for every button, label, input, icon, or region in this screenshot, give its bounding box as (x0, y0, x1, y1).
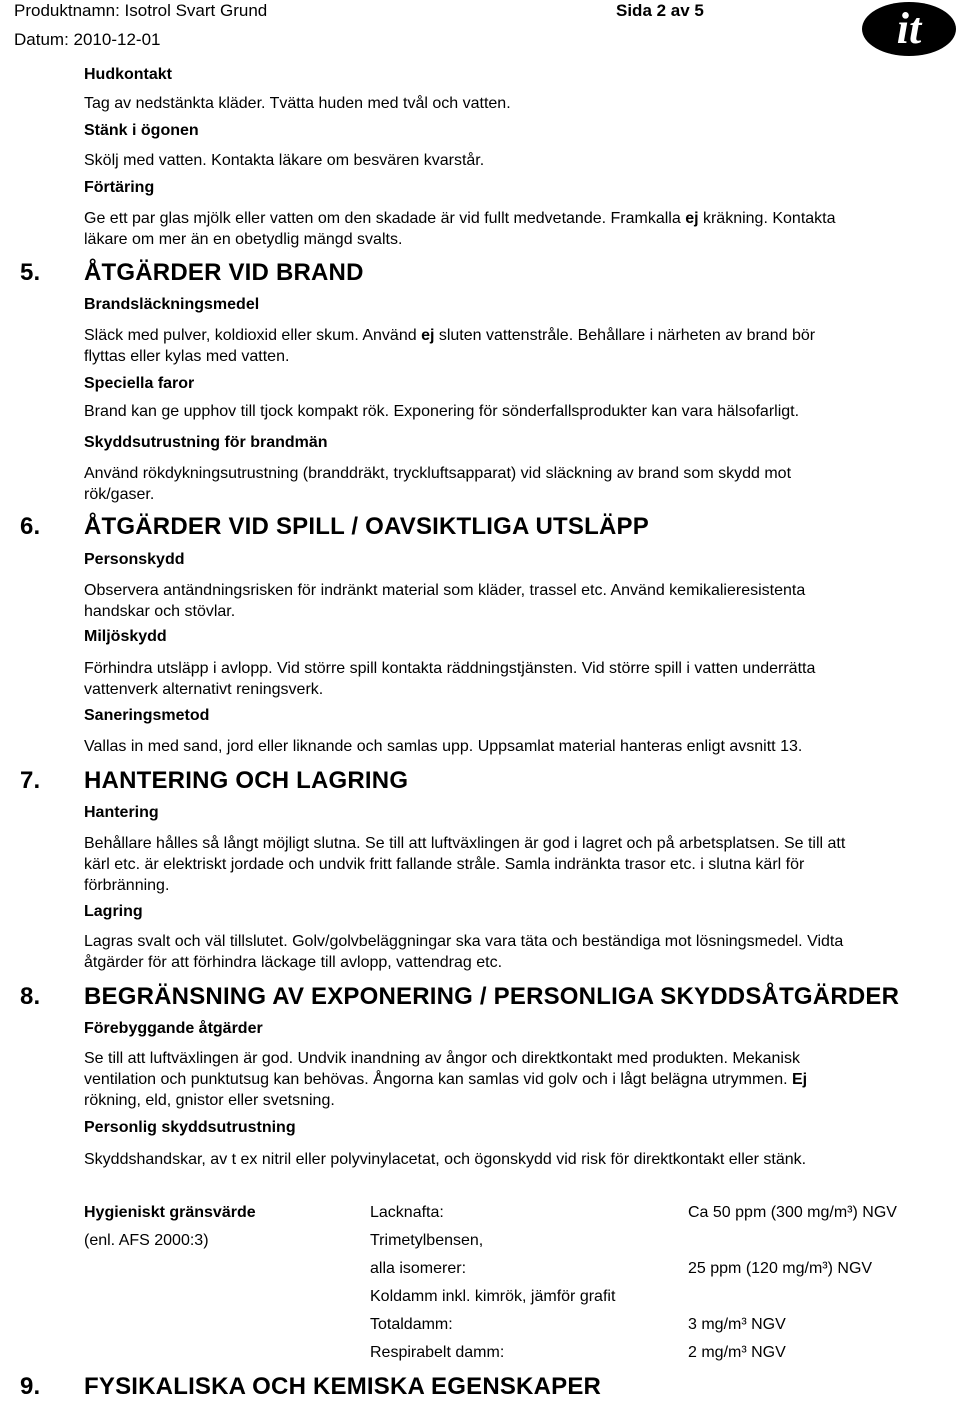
subheading-preventive-measures: Förebyggande åtgärder (84, 1020, 263, 1037)
limit-substance: alla isomerer: (370, 1260, 467, 1277)
product-name: Produktnamn: Isotrol Svart Grund (14, 1, 268, 20)
document-date: Datum: 2010-12-01 (14, 30, 161, 49)
page-header (0, 0, 960, 60)
subheading-special-hazards: Speciella faror (84, 375, 195, 392)
text-personal-protection: Observera antändningsrisken för indränkt material som kläder, trassel etc. Använd kemikalieresistenta handskar och stövlar. (84, 582, 806, 620)
subheading-storage: Lagring (84, 903, 143, 920)
limit-substance: Respirabelt damm: (370, 1344, 505, 1361)
text-firefighter-ppe: Använd rökdykningsutrustning (branddräkt, tryckluftsapparat) vid släckning av brand som skydd mot rök/gaser. (84, 465, 792, 503)
subheading-personal-ppe: Personlig skyddsutrustning (84, 1119, 296, 1136)
subheading-eye-contact: Stänk i ögonen (84, 122, 199, 139)
limits-label-note: (enl. AFS 2000:3) (84, 1232, 209, 1249)
text-skin-contact: Tag av nedstänkta kläder. Tvätta huden med tvål och vatten. (84, 95, 511, 112)
limit-value: 3 mg/m³ NGV (688, 1316, 786, 1333)
limits-label: Hygieniskt gränsvärde (84, 1204, 256, 1221)
text-personal-ppe: Skyddshandskar, av t ex nitril eller polyvinylacetat, och ögonskydd vid risk för direktkontakt eller stänk. (84, 1151, 807, 1168)
text-preventive-measures: Se till att luftväxlingen är god. Undvik inandning av ångor och direktkontakt med produkten. Mekanisk ventilation och punktutsug kan behövas. Ångorna kan samlas vid golv och i lågt belägna utrymmen. Ej rökning, eld, gnistor eller svetsning. (84, 1050, 808, 1109)
limit-value: 2 mg/m³ NGV (688, 1344, 786, 1361)
subheading-ingestion: Förtäring (84, 179, 155, 196)
text-environmental: Förhindra utsläpp i avlopp. Vid större spill kontakta räddningstjänsten. Vid större spill i vatten underrätta vattenverk alternativt reningsverk. (84, 660, 816, 698)
text-ingestion: Ge ett par glas mjölk eller vatten om den skadade är vid fullt medvetande. Framkalla ej kräkning. Kontakta läkare om mer än en obetydlig mängd svalts. (84, 210, 836, 248)
text-extinguishing-media: Släck med pulver, koldioxid eller skum. Använd ej sluten vattenstråle. Behållare i närheten av brand bör flyttas eller kylas med vatten. (84, 327, 816, 365)
section-6-heading: 6. ÅTGÄRDER VID SPILL / OAVSIKTLIGA UTSLÄPP (20, 513, 649, 540)
text-storage: Lagras svalt och väl tillslutet. Golv/golvbeläggningar ska vara täta och beständiga mot lösningsmedel. Vidta åtgärder för att förhindra läckage till avlopp, vattendrag etc. (84, 933, 844, 971)
subheading-extinguishing-media: Brandsläckningsmedel (84, 296, 260, 313)
subheading-personal-protection: Personskydd (84, 551, 185, 568)
logo-text: it (896, 4, 922, 53)
limit-value: Ca 50 ppm (300 mg/m³) NGV (688, 1204, 897, 1221)
subheading-skin-contact: Hudkontakt (84, 66, 172, 83)
limit-substance: Lacknafta: (370, 1204, 444, 1221)
subheading-cleanup: Saneringsmetod (84, 707, 210, 724)
limit-substance: Totaldamm: (370, 1316, 453, 1333)
limit-substance: Koldamm inkl. kimrök, jämför grafit (370, 1288, 616, 1305)
text-eye-contact: Skölj med vatten. Kontakta läkare om besvären kvarstår. (84, 152, 485, 169)
section-9-heading: 9. FYSIKALISKA OCH KEMISKA EGENSKAPER (20, 1373, 602, 1400)
limit-value: 25 ppm (120 mg/m³) NGV (688, 1260, 873, 1277)
company-logo-icon (860, 0, 958, 58)
text-cleanup: Vallas in med sand, jord eller liknande och samlas upp. Uppsamlat material hanteras enligt avsnitt 13. (84, 738, 803, 755)
section-5-heading: 5. ÅTGÄRDER VID BRAND (20, 259, 364, 286)
section-7-heading: 7. HANTERING OCH LAGRING (20, 767, 409, 794)
text-special-hazards: Brand kan ge upphov till tjock kompakt rök. Exponering för sönderfallsprodukter kan vara hälsofarligt. (84, 403, 800, 420)
text-handling: Behållare hålles så långt möjligt slutna. Se till att luftväxlingen är god i lagret och på arbetsplatsen. Se till att kärl etc. är elektriskt jordade och undvik fritt fallande stråle. Samla indränkta trasor etc. i slutna kärl för förbränning. (84, 835, 846, 894)
subheading-firefighter-ppe: Skyddsutrustning för brandmän (84, 434, 328, 451)
page-number: Sida 2 av 5 (616, 1, 704, 20)
limit-substance: Trimetylbensen, (370, 1232, 484, 1249)
subheading-environmental: Miljöskydd (84, 628, 167, 645)
subheading-handling: Hantering (84, 804, 159, 821)
section-8-heading: 8. BEGRÄNSNING AV EXPONERING / PERSONLIGA SKYDDSÅTGÄRDER (20, 983, 900, 1010)
